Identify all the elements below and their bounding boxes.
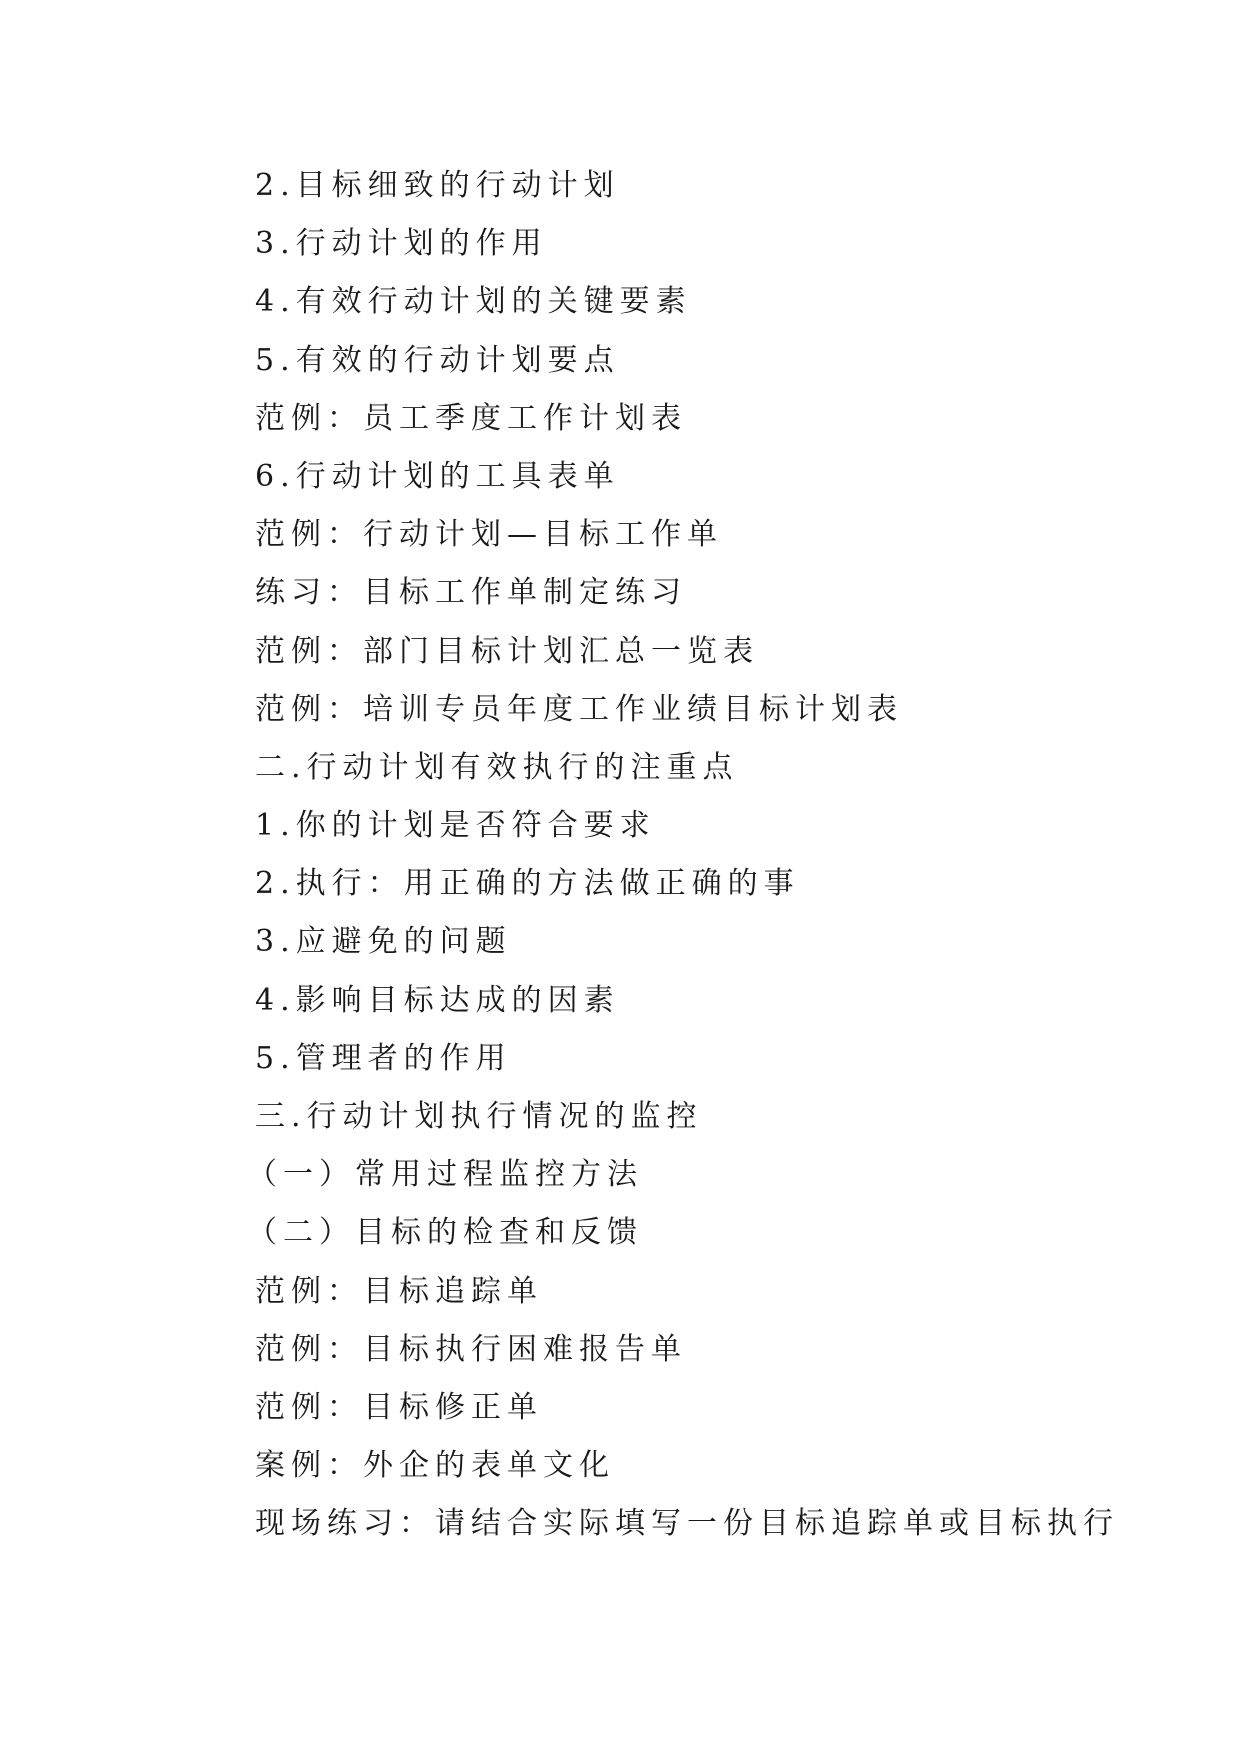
outline-line: 4.有效行动计划的关键要素 <box>255 284 692 320</box>
outline-line: 2.目标细致的行动计划 <box>255 168 620 203</box>
outline-list <box>247 157 1155 1554</box>
outline-line: 4.影响目标达成的因素 <box>255 982 620 1018</box>
outline-line: 3.应避免的问题 <box>255 924 512 960</box>
subsection-heading: （二）目标的检查和反馈 <box>247 1215 643 1251</box>
outline-line: 范例：培训专员年度工作业绩目标计划表 <box>255 691 903 727</box>
outline-line: 5.有效的行动计划要点 <box>255 342 620 378</box>
section-heading: 二.行动计划有效执行的注重点 <box>255 749 739 785</box>
outline-line: 现场练习：请结合实际填写一份目标追踪单或目标执行 <box>255 1506 1119 1542</box>
outline-line: 3.行动计划的作用 <box>255 226 548 262</box>
outline-line: 案例：外企的表单文化 <box>255 1448 615 1484</box>
outline-line: 范例：部门目标计划汇总一览表 <box>255 633 759 669</box>
outline-line: 练习：目标工作单制定练习 <box>255 575 687 611</box>
subsection-heading: （一）常用过程监控方法 <box>247 1157 643 1193</box>
outline-line: 范例：目标执行困难报告单 <box>255 1331 687 1367</box>
outline-line: 范例：员工季度工作计划表 <box>255 400 687 436</box>
outline-line: 2.执行：用正确的方法做正确的事 <box>255 866 800 902</box>
outline-line: 范例：目标修正单 <box>255 1389 543 1425</box>
outline-line: 5.管理者的作用 <box>255 1040 512 1076</box>
outline-line: 范例：行动计划—目标工作单 <box>255 517 723 553</box>
outline-line: 范例：目标追踪单 <box>255 1273 543 1309</box>
outline-line: 6.行动计划的工具表单 <box>255 458 620 494</box>
section-heading: 三.行动计划执行情况的监控 <box>255 1099 703 1134</box>
outline-line: 1.你的计划是否符合要求 <box>255 808 656 844</box>
